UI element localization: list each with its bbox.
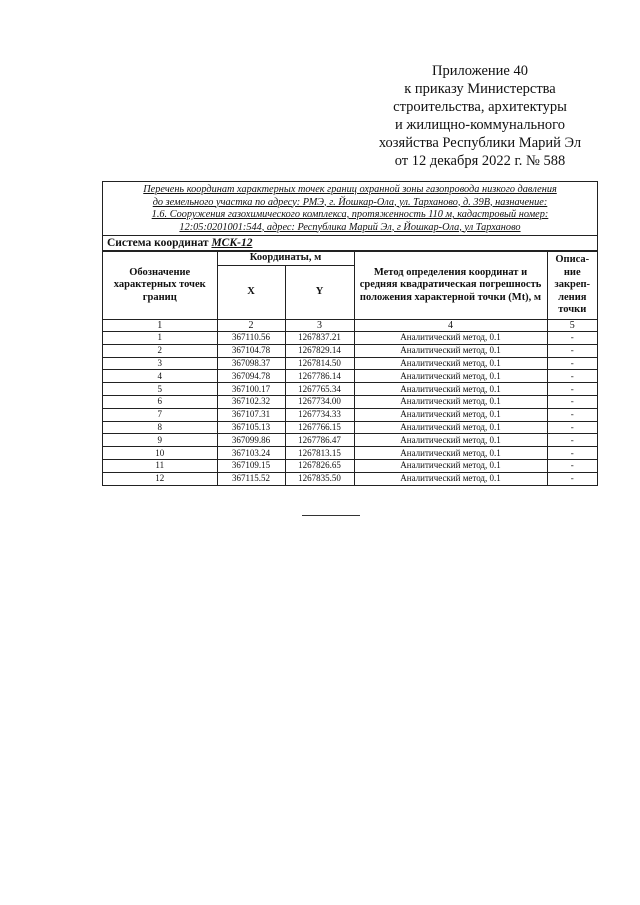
closing-divider [302, 515, 360, 516]
column-index: 5 [547, 320, 597, 332]
point-number-cell: 7 [103, 408, 217, 421]
header-line: Приложение 40 [432, 63, 528, 79]
point-number-cell: 2 [103, 344, 217, 357]
y-coordinate-cell: 1267835.50 [285, 472, 354, 484]
description-cell: - [547, 332, 597, 345]
y-coordinate-cell: 1267765.34 [285, 383, 354, 396]
y-coordinate-cell: 1267813.15 [285, 447, 354, 460]
method-cell: Аналитический метод, 0.1 [354, 357, 547, 370]
point-number-cell: 12 [103, 472, 217, 484]
point-number-cell: 8 [103, 421, 217, 434]
method-cell: Аналитический метод, 0.1 [354, 408, 547, 421]
description-cell: - [547, 344, 597, 357]
method-cell: Аналитический метод, 0.1 [354, 344, 547, 357]
table-row [103, 344, 597, 357]
method-cell: Аналитический метод, 0.1 [354, 421, 547, 434]
header-line: и жилищно-коммунального [394, 117, 566, 133]
x-coordinate-cell: 367105.13 [217, 421, 285, 434]
header-line: от 12 декабря 2022 г. № 588 [394, 153, 566, 169]
table-title-line: до земельного участка по адресу: РМЭ, г. Йошкар-Ола, ул. Тарханово, д. 39В, назначение: [152, 196, 548, 208]
x-coordinate-cell: 367115.52 [217, 472, 285, 484]
point-number-cell: 11 [103, 459, 217, 472]
column-index: 2 [217, 320, 285, 332]
y-coordinate-cell: 1267826.65 [285, 459, 354, 472]
column-header-description: Описа-ние закреп-ления точки [547, 252, 597, 320]
point-number-cell: 5 [103, 383, 217, 396]
coordinates-table [103, 251, 597, 485]
description-cell: - [547, 408, 597, 421]
method-cell: Аналитический метод, 0.1 [354, 370, 547, 383]
method-cell: Аналитический метод, 0.1 [354, 447, 547, 460]
column-index-row [103, 320, 597, 332]
method-cell: Аналитический метод, 0.1 [354, 395, 547, 408]
description-cell: - [547, 383, 597, 396]
x-coordinate-cell: 367109.15 [217, 459, 285, 472]
table-title [103, 182, 597, 236]
y-coordinate-cell: 1267734.00 [285, 395, 354, 408]
x-coordinate-cell: 367103.24 [217, 447, 285, 460]
table-row [103, 383, 597, 396]
column-header-point: Обозначение характерных точек границ [103, 252, 217, 320]
document-header [360, 62, 600, 170]
point-number-cell: 9 [103, 434, 217, 447]
method-cell: Аналитический метод, 0.1 [354, 459, 547, 472]
table-row [103, 370, 597, 383]
coordinates-table-frame [102, 181, 598, 486]
table-title-line: Перечень координат характерных точек границ охранной зоны газопровода низкого давления [143, 184, 557, 195]
x-coordinate-cell: 367102.32 [217, 395, 285, 408]
table-title-line: 1.6. Сооружения газохимического комплекса, протяженность 110 м, кадастровый номер: [151, 209, 549, 220]
y-coordinate-cell: 1267734.33 [285, 408, 354, 421]
column-index: 4 [354, 320, 547, 332]
table-row [103, 395, 597, 408]
x-coordinate-cell: 367094.78 [217, 370, 285, 383]
table-row [103, 447, 597, 460]
description-cell: - [547, 472, 597, 484]
column-index: 3 [285, 320, 354, 332]
coordinate-system [103, 236, 597, 251]
x-coordinate-cell: 367107.31 [217, 408, 285, 421]
column-index: 1 [103, 320, 217, 332]
y-coordinate-cell: 1267786.47 [285, 434, 354, 447]
method-cell: Аналитический метод, 0.1 [354, 332, 547, 345]
method-cell: Аналитический метод, 0.1 [354, 434, 547, 447]
point-number-cell: 1 [103, 332, 217, 345]
header-line: к приказу Министерства [404, 81, 556, 97]
table-title-line: 12:05:0201001:544, адрес: Республика Марий Эл, г Йошкар-Ола, ул Тарханово [179, 221, 521, 233]
y-coordinate-cell: 1267766.15 [285, 421, 354, 434]
header-line: хозяйства Республики Марий Эл [378, 135, 582, 151]
y-coordinate-cell: 1267837.21 [285, 332, 354, 345]
description-cell: - [547, 459, 597, 472]
description-cell: - [547, 357, 597, 370]
x-coordinate-cell: 367100.17 [217, 383, 285, 396]
table-row [103, 332, 597, 345]
x-coordinate-cell: 367110.56 [217, 332, 285, 345]
description-cell: - [547, 447, 597, 460]
table-row [103, 472, 597, 484]
table-row [103, 459, 597, 472]
table-row [103, 357, 597, 370]
description-cell: - [547, 434, 597, 447]
point-number-cell: 10 [103, 447, 217, 460]
y-coordinate-cell: 1267829.14 [285, 344, 354, 357]
coordinate-system-label: Система координат [107, 237, 209, 249]
coordinates-table-body [103, 320, 597, 485]
table-row [103, 408, 597, 421]
description-cell: - [547, 370, 597, 383]
header-line: строительства, архитектуры [393, 99, 567, 115]
description-cell: - [547, 395, 597, 408]
column-header-coords: Координаты, м [217, 252, 354, 266]
coordinate-system-code: МСК-12 [211, 237, 253, 249]
x-coordinate-cell: 367104.78 [217, 344, 285, 357]
column-header-method: Метод определения координат и средняя квадратическая погрешность положения характерной точки (Mt), м [354, 252, 547, 320]
x-coordinate-cell: 367098.37 [217, 357, 285, 370]
column-header-y: Y [285, 266, 354, 320]
y-coordinate-cell: 1267814.50 [285, 357, 354, 370]
point-number-cell: 4 [103, 370, 217, 383]
point-number-cell: 6 [103, 395, 217, 408]
table-row [103, 421, 597, 434]
y-coordinate-cell: 1267786.14 [285, 370, 354, 383]
point-number-cell: 3 [103, 357, 217, 370]
table-row [103, 434, 597, 447]
column-header-x: X [217, 266, 285, 320]
description-cell: - [547, 421, 597, 434]
x-coordinate-cell: 367099.86 [217, 434, 285, 447]
method-cell: Аналитический метод, 0.1 [354, 472, 547, 484]
method-cell: Аналитический метод, 0.1 [354, 383, 547, 396]
